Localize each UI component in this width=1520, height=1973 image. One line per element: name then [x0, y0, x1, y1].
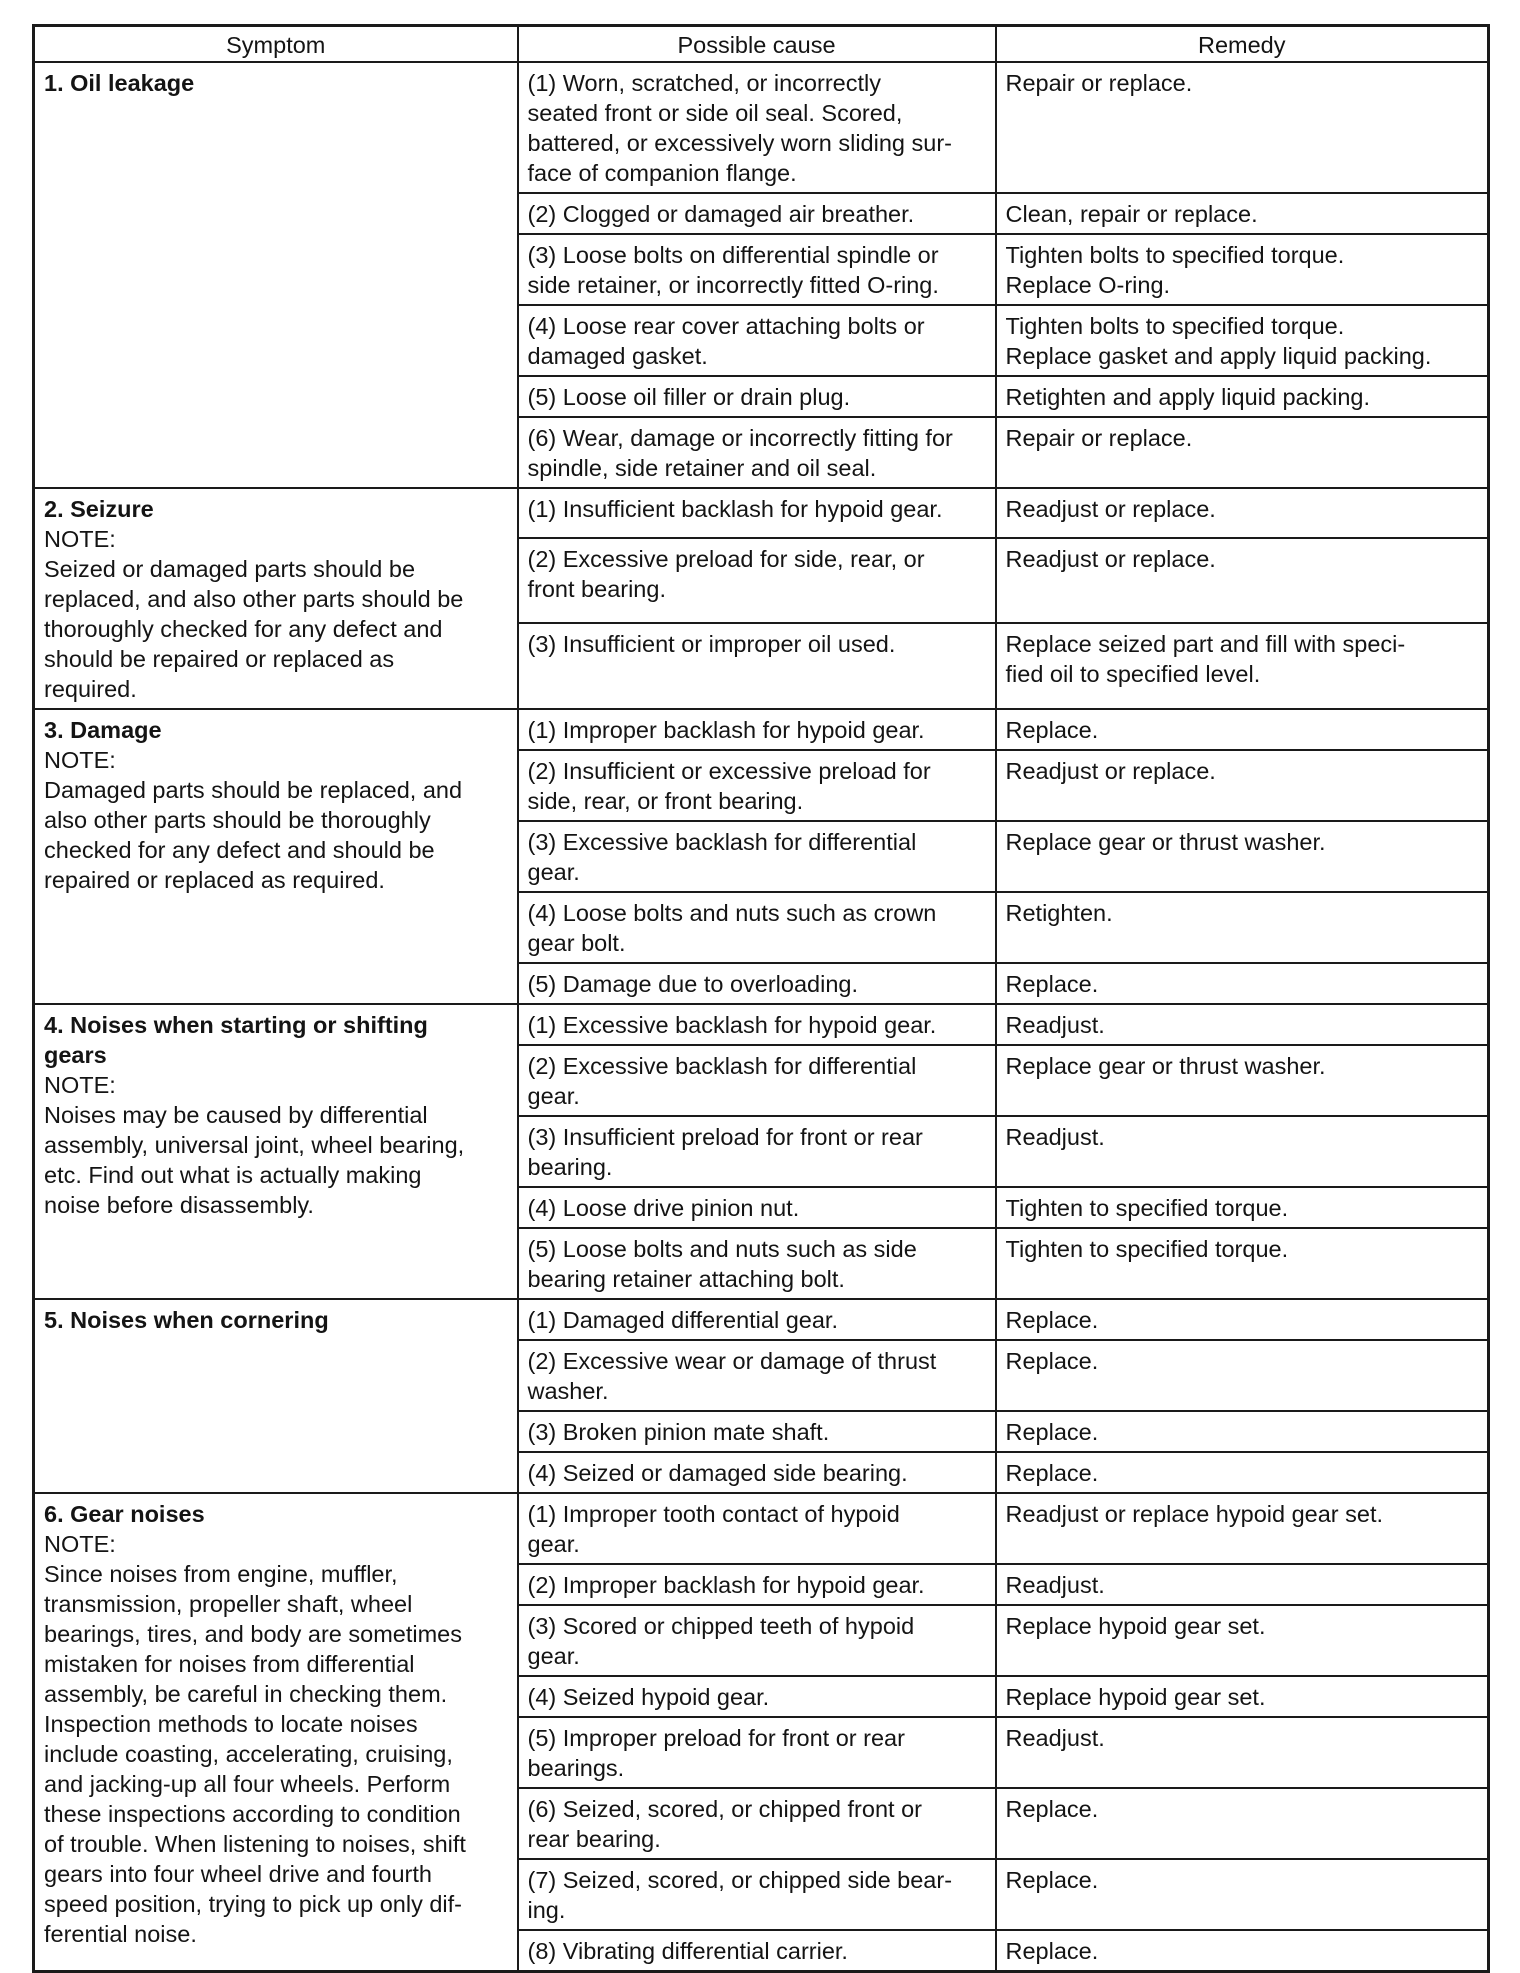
remedy-cell: Tighten to specified torque. [996, 1187, 1489, 1228]
symptom-title: 4. Noises when starting or shifting gears [44, 1012, 428, 1068]
remedy-cell: Readjust or replace. [996, 538, 1489, 624]
cause-cell: (4) Loose bolts and nuts such as crown gear bolt. [518, 892, 996, 963]
troubleshooting-table [32, 24, 1490, 1973]
cause-cell: (3) Broken pinion mate shaft. [518, 1411, 996, 1452]
cause-cell: (2) Excessive wear or damage of thrust washer. [518, 1340, 996, 1411]
remedy-cell: Readjust or replace. [996, 750, 1489, 821]
cause-cell: (5) Loose oil filler or drain plug. [518, 376, 996, 417]
remedy-cell: Replace. [996, 1788, 1489, 1859]
troubleshooting-document [32, 24, 1490, 1964]
remedy-cell: Replace seized part and fill with speci- fied oil to specified level. [996, 623, 1489, 709]
remedy-cell: Replace. [996, 709, 1489, 750]
table-row [34, 1493, 1489, 1564]
symptom-cell [34, 1004, 518, 1299]
remedy-cell: Repair or replace. [996, 62, 1489, 193]
symptom-title: 1. Oil leakage [44, 70, 195, 96]
cause-cell: (3) Scored or chipped teeth of hypoid gear. [518, 1605, 996, 1676]
remedy-cell: Tighten bolts to specified torque. Replace O-ring. [996, 234, 1489, 305]
symptom-note-label: NOTE: [44, 1531, 116, 1557]
symptom-title: 5. Noises when cornering [44, 1307, 329, 1333]
remedy-cell: Readjust or replace hypoid gear set. [996, 1493, 1489, 1564]
remedy-cell: Readjust or replace. [996, 488, 1489, 538]
symptom-cell [34, 1299, 518, 1493]
cause-cell: (2) Clogged or damaged air breather. [518, 193, 996, 234]
symptom-note-label: NOTE: [44, 747, 116, 773]
remedy-cell: Replace gear or thrust washer. [996, 821, 1489, 892]
cause-cell: (3) Excessive backlash for differential gear. [518, 821, 996, 892]
cause-cell: (5) Improper preload for front or rear bearings. [518, 1717, 996, 1788]
remedy-cell: Readjust. [996, 1564, 1489, 1605]
symptom-note-text: Damaged parts should be replaced, and also other parts should be thoroughly checked for any defect and should be repaired or replaced as required. [44, 777, 463, 893]
remedy-cell: Replace. [996, 1340, 1489, 1411]
remedy-cell: Replace. [996, 963, 1489, 1004]
remedy-cell: Readjust. [996, 1717, 1489, 1788]
symptom-cell [34, 1493, 518, 1972]
cause-cell: (2) Improper backlash for hypoid gear. [518, 1564, 996, 1605]
remedy-cell: Replace gear or thrust washer. [996, 1045, 1489, 1116]
remedy-cell: Readjust. [996, 1116, 1489, 1187]
cause-cell: (6) Wear, damage or incorrectly fitting for spindle, side retainer and oil seal. [518, 417, 996, 488]
cause-cell: (6) Seized, scored, or chipped front or rear bearing. [518, 1788, 996, 1859]
remedy-cell: Retighten. [996, 892, 1489, 963]
table-row [34, 1004, 1489, 1045]
header-remedy: Remedy [996, 26, 1489, 63]
symptom-title: 2. Seizure [44, 496, 154, 522]
cause-cell: (4) Seized hypoid gear. [518, 1676, 996, 1717]
cause-cell: (4) Seized or damaged side bearing. [518, 1452, 996, 1493]
cause-cell: (3) Loose bolts on differential spindle or side retainer, or incorrectly fitted O-ring. [518, 234, 996, 305]
cause-cell: (2) Insufficient or excessive preload for side, rear, or front bearing. [518, 750, 996, 821]
remedy-cell: Tighten to specified torque. [996, 1228, 1489, 1299]
cause-cell: (8) Vibrating differential carrier. [518, 1930, 996, 1972]
table-row [34, 488, 1489, 538]
remedy-cell: Tighten bolts to specified torque. Replace gasket and apply liquid packing. [996, 305, 1489, 376]
remedy-cell: Repair or replace. [996, 417, 1489, 488]
symptom-note-label: NOTE: [44, 526, 116, 552]
symptom-cell [34, 62, 518, 488]
symptom-note-text: Since noises from engine, muffler, transmission, propeller shaft, wheel bearings, tires, and body are sometimes mistaken for noises from differential assembly, be careful in checking them. Inspection methods to locate noises include coasting, accelerating, cruising, and jacking-up all four wheels. Perform these inspections according to condition of trouble. When listening to noises, shift gears into four wheel drive and fourth speed position, trying to pick up only dif- ferential noise. [44, 1561, 466, 1947]
symptom-cell [34, 488, 518, 709]
remedy-cell: Replace. [996, 1452, 1489, 1493]
header-possible-cause: Possible cause [518, 26, 996, 63]
remedy-cell: Replace. [996, 1930, 1489, 1972]
remedy-cell: Replace hypoid gear set. [996, 1676, 1489, 1717]
cause-cell: (1) Improper backlash for hypoid gear. [518, 709, 996, 750]
table-row [34, 709, 1489, 750]
cause-cell: (1) Worn, scratched, or incorrectly seated front or side oil seal. Scored, battered, or excessively worn sliding sur- face of companion flange. [518, 62, 996, 193]
remedy-cell: Clean, repair or replace. [996, 193, 1489, 234]
cause-cell: (4) Loose rear cover attaching bolts or damaged gasket. [518, 305, 996, 376]
remedy-cell: Replace. [996, 1859, 1489, 1930]
symptom-note-text: Seized or damaged parts should be replaced, and also other parts should be thoroughly checked for any defect and should be repaired or replaced as required. [44, 556, 464, 702]
cause-cell: (3) Insufficient preload for front or rear bearing. [518, 1116, 996, 1187]
cause-cell: (1) Damaged differential gear. [518, 1299, 996, 1340]
cause-cell: (1) Insufficient backlash for hypoid gear. [518, 488, 996, 538]
cause-cell: (7) Seized, scored, or chipped side bear- ing. [518, 1859, 996, 1930]
symptom-cell [34, 709, 518, 1004]
table-body [34, 62, 1489, 1972]
cause-cell: (1) Improper tooth contact of hypoid gear. [518, 1493, 996, 1564]
cause-cell: (2) Excessive backlash for differential gear. [518, 1045, 996, 1116]
cause-cell: (1) Excessive backlash for hypoid gear. [518, 1004, 996, 1045]
remedy-cell: Replace. [996, 1299, 1489, 1340]
remedy-cell: Readjust. [996, 1004, 1489, 1045]
table-row [34, 62, 1489, 193]
cause-cell: (5) Loose bolts and nuts such as side bearing retainer attaching bolt. [518, 1228, 996, 1299]
table-row [34, 1299, 1489, 1340]
cause-cell: (4) Loose drive pinion nut. [518, 1187, 996, 1228]
cause-cell: (2) Excessive preload for side, rear, or front bearing. [518, 538, 996, 624]
cause-cell: (5) Damage due to overloading. [518, 963, 996, 1004]
symptom-title: 3. Damage [44, 717, 162, 743]
header-row [34, 26, 1489, 63]
symptom-title: 6. Gear noises [44, 1501, 205, 1527]
symptom-note-text: Noises may be caused by differential assembly, universal joint, wheel bearing, etc. Find out what is actually making noise before disassembly. [44, 1102, 465, 1218]
remedy-cell: Replace hypoid gear set. [996, 1605, 1489, 1676]
remedy-cell: Retighten and apply liquid packing. [996, 376, 1489, 417]
cause-cell: (3) Insufficient or improper oil used. [518, 623, 996, 709]
header-symptom: Symptom [34, 26, 518, 63]
remedy-cell: Replace. [996, 1411, 1489, 1452]
symptom-note-label: NOTE: [44, 1072, 116, 1098]
